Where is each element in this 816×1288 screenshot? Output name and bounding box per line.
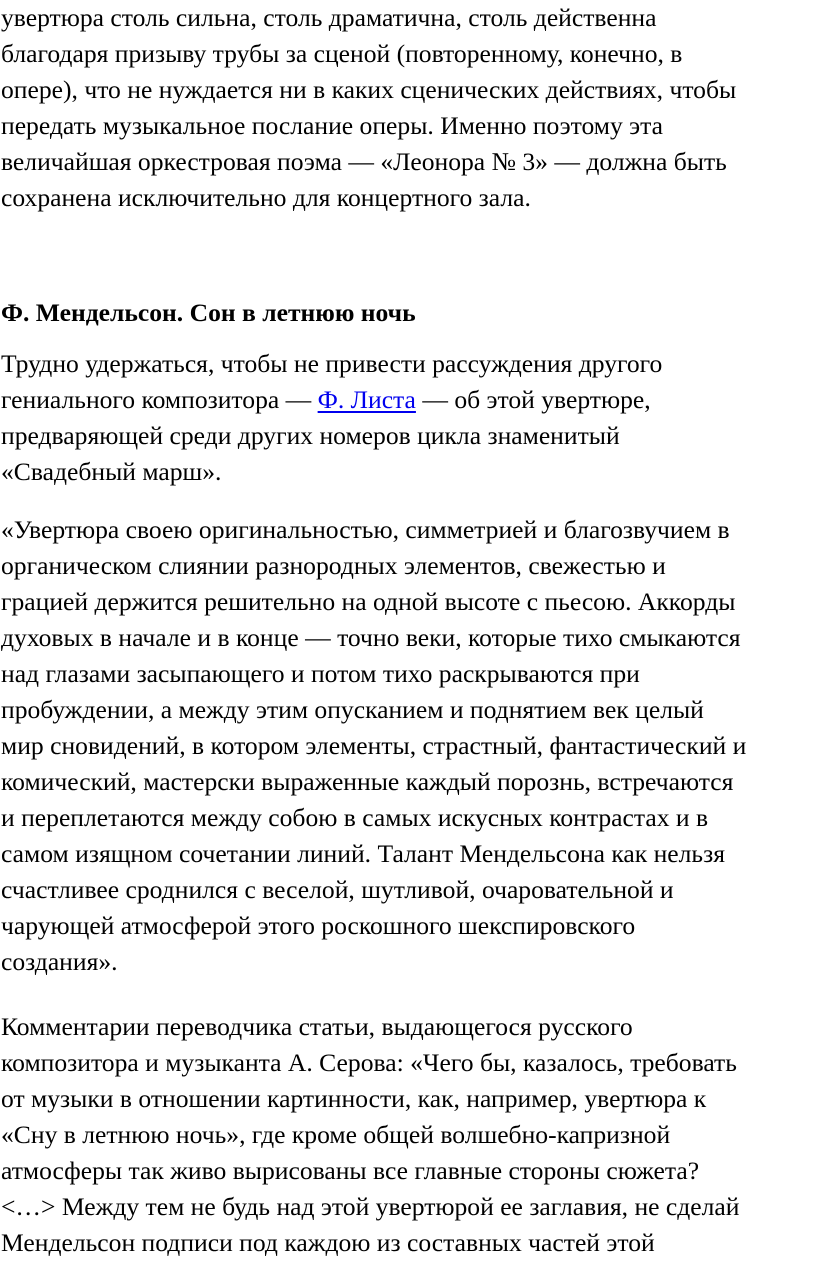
serov-paragraph [1,1009,816,1261]
line-text: гениального композитора — [1,385,318,414]
paragraph-line: сохранена исключительно для концертного зала. [1,183,531,212]
paragraph-line: величайшая оркестровая поэма — «Леонора № 3» — должна быть [1,147,727,176]
paragraph-line: <…> Между тем не будь над этой увертюрой ее заглавия, не сделай [1,1192,740,1221]
intro-paragraph [1,0,816,216]
paragraph-line: над глазами засыпающего и потом тихо раскрываются при [1,659,640,688]
paragraph-line: предваряющей среди других номеров цикла знаменитый [1,421,620,450]
paragraph-line-with-link [1,382,816,418]
paragraph-line: Комментарии переводчика статьи, выдающегося русского [1,1012,633,1041]
paragraph-line: Трудно удержаться, чтобы не привести рассуждения другого [1,349,663,378]
paragraph-line: самом изящном сочетании линий. Талант Мендельсона как нельзя [1,839,725,868]
paragraph-line: опере), что не нуждается ни в каких сценических действиях, чтобы [1,75,737,104]
paragraph-line: комический, мастерски выраженные каждый порознь, встречаются [1,767,734,796]
section-heading: Ф. Мендельсон. Сон в летнюю ночь [1,298,416,327]
liszt-link[interactable]: Ф. Листа [317,385,416,414]
paragraph-line: увертюра столь сильна, столь драматична, столь действенна [1,3,657,32]
paragraph-line: органическом слиянии разнородных элементов, свежестью и [1,551,666,580]
liszt-paragraph [1,346,816,490]
paragraph-line: счастливее сроднился с веселой, шутливой, очаровательной и [1,875,674,904]
paragraph-line: атмосферы так живо вырисованы все главные стороны сюжета? [1,1156,700,1185]
paragraph-line: духовых в начале и в конце — точно веки, которые тихо смыкаются [1,623,741,652]
quote-paragraph [1,512,816,980]
paragraph-line: Мендельсон подписи под каждою из составных частей этой [1,1228,655,1257]
paragraph-line: мир сновидений, в котором элементы, страстный, фантастический и [1,731,747,760]
paragraph-line: «Сну в летнюю ночь», где кроме общей волшебно-капризной [1,1120,671,1149]
line-text: — об этой увертюре, [415,385,651,414]
paragraph-line: передать музыкальное послание оперы. Именно поэтому эта [1,111,664,140]
paragraph-line: создания». [1,947,118,976]
paragraph-line: благодаря призыву трубы за сценой (повторенному, конечно, в [1,39,683,68]
paragraph-line: композитора и музыканта А. Серова: «Чего бы, казалось, требовать [1,1048,737,1077]
paragraph-line: «Свадебный марш». [1,457,222,486]
paragraph-line: от музыки в отношении картинности, как, например, увертюра к [1,1084,707,1113]
paragraph-line: и переплетаются между собою в самых искусных контрастах и в [1,803,709,832]
paragraph-line: чарующей атмосферой этого роскошного шекспировского [1,911,636,940]
paragraph-line: пробуждении, а между этим опусканием и поднятием век целый [1,695,704,724]
paragraph-line: «Увертюра своею оригинальностью, симметрией и благозвучием в [1,515,730,544]
paragraph-line: грацией держится решительно на одной высоте с пьесою. Аккорды [1,587,736,616]
